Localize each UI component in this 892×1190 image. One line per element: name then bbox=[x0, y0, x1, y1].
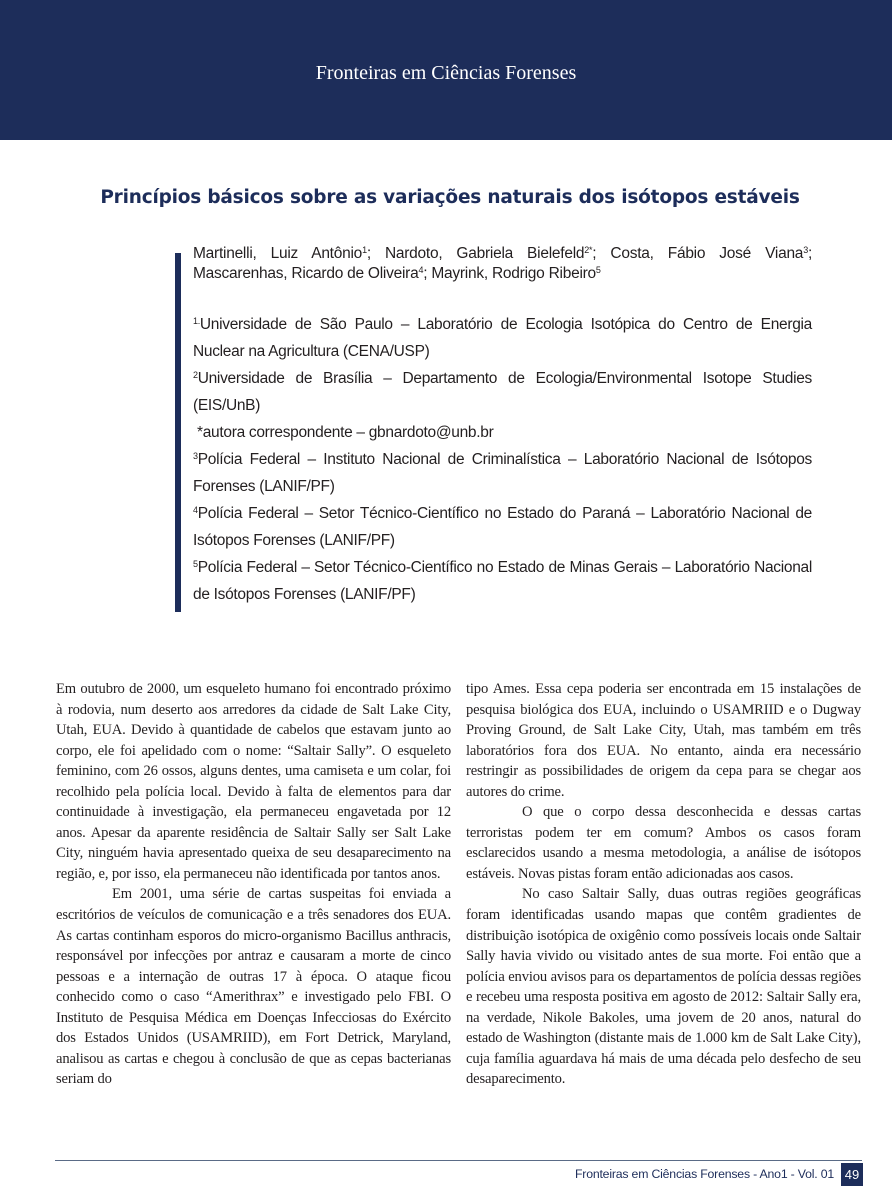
affiliation-item bbox=[193, 365, 812, 419]
affiliation-text: Polícia Federal – Instituto Nacional de Criminalística – Laboratório Nacional de Isótopos Forenses (LANIF/PF) bbox=[193, 451, 812, 495]
author-name: Costa, Fábio José Viana bbox=[610, 245, 804, 262]
affiliation-item bbox=[193, 446, 812, 500]
affiliation-mark: 3 bbox=[193, 451, 198, 461]
author-separator: ; bbox=[423, 265, 432, 282]
authors-affiliations-block bbox=[193, 244, 812, 608]
author-mark: 5 bbox=[595, 265, 601, 275]
body-paragraph: No caso Saltair Sally, duas outras regiões geográficas foram identificadas usando mapas que contêm gradientes de distribuição isotópica de oxigênio como possíveis locais onde Saltair Sally havia vivido ou visitado antes de sua morte. Foi então que a polícia enviou avisos para os departamentos de polícia dessas regiões e recebeu uma resposta positiva em agosto de 2012: Saltair Sally era, na verdade, Nikole Bakoles, uma jovem de 20 anos, natural do estado de Washington (distante mais de 1.000 km de Salt Lake City), cuja família aguardava há mais de uma década pelo desfecho de seu desaparecimento. bbox=[466, 886, 861, 1088]
author-name: Martinelli, Luiz Antônio bbox=[193, 245, 363, 262]
affiliation-text: Polícia Federal – Setor Técnico-Científico no Estado de Minas Gerais – Laboratório Nacional de Isótopos Forenses (LANIF/PF) bbox=[193, 559, 812, 603]
footer-running-title: Fronteiras em Ciências Forenses - Ano1 - Vol. 01 bbox=[574, 1167, 834, 1181]
body-column-right bbox=[466, 679, 861, 1090]
header-band bbox=[0, 0, 892, 140]
author-list bbox=[193, 244, 812, 284]
corresponding-author-note bbox=[193, 419, 812, 446]
body-paragraph: Em 2001, uma série de cartas suspeitas foi enviada a escritórios de veículos de comunicação e a três senadores dos EUA. As cartas continham esporos do micro-organismo Bacillus anthracis, responsável por infecções por antraz e causaram a morte de cinco pessoas e a internação de outras 17 à época. O ataque ficou conhecido como o caso “Amerithrax” e investigado pelo FBI. O Instituto de Pesquisa Médica em Doenças Infecciosas do Exército dos Estados Unidos (USAMRIID), em Fort Detrick, Maryland, analisou as cartas e chegou à conclusão de que as cepas bacterianas seriam do bbox=[56, 886, 451, 1088]
affiliation-mark: 4 bbox=[193, 505, 198, 515]
journal-title: Fronteiras em Ciências Forenses bbox=[315, 62, 577, 84]
author-name: Mascarenhas, Ricardo de Oliveira bbox=[193, 265, 419, 282]
author-mark: 1 bbox=[362, 245, 367, 255]
affiliation-item bbox=[193, 500, 812, 554]
corresponding-author-text: *autora correspondente – gbnardoto@unb.br bbox=[193, 424, 494, 441]
author-name: Mayrink, Rodrigo Ribeiro bbox=[431, 265, 596, 282]
author-separator: ; bbox=[366, 245, 385, 262]
affiliation-list bbox=[193, 311, 812, 608]
affiliation-item bbox=[193, 554, 812, 608]
body-column-left bbox=[56, 679, 451, 1090]
affiliation-item bbox=[193, 311, 812, 365]
author-mark: 2* bbox=[584, 245, 593, 255]
footer-divider bbox=[55, 1160, 862, 1161]
affiliation-mark: 2 bbox=[193, 370, 198, 380]
author-name: Nardoto, Gabriela Bielefeld bbox=[384, 245, 585, 262]
page-number: 49 bbox=[841, 1163, 863, 1186]
author-mark: 3 bbox=[803, 245, 808, 255]
body-paragraph: Em outubro de 2000, um esqueleto humano foi encontrado próximo à rodovia, num deserto aos arredores da cidade de Salt Lake City, Utah, EUA. Devido à quantidade de cabelos que estavam junto ao corpo, ele foi apelidado com o nome: “Saltair Sally”. O esqueleto feminino, com 26 ossos, alguns dentes, uma camiseta e um colar, foi recolhido pela polícia local. Devido à falta de elementos para dar continuidade à investigação, ela permaneceu engavetada por 12 anos. Apesar da aparente residência de Saltair Sally ser Salt Lake City, ninguém havia apresentado queixa de seu desaparecimento na região, e, por isso, ela permaneceu não identificada por tantos anos. bbox=[56, 681, 451, 882]
affiliation-text: Universidade de São Paulo – Laboratório de Ecologia Isotópica do Centro de Energia Nuclear na Agricultura (CENA/USP) bbox=[193, 316, 812, 360]
author-separator: ; bbox=[592, 245, 611, 262]
body-paragraph: O que o corpo dessa desconhecida e dessas cartas terroristas podem ter em comum? Ambos os casos foram esclarecidos usando a mesma metodologia, a análise de isótopos estáveis. Novas pistas foram então adicionadas aos casos. bbox=[466, 804, 861, 882]
affiliation-text: Universidade de Brasília – Departamento de Ecologia/Environmental Isotope Studies (EIS/UnB) bbox=[193, 370, 812, 414]
affiliation-mark: 1. bbox=[193, 316, 200, 326]
decorative-side-bar bbox=[175, 253, 181, 612]
article-title: Princípios básicos sobre as variações naturais dos isótopos estáveis bbox=[100, 187, 800, 208]
body-paragraph: tipo Ames. Essa cepa poderia ser encontrada em 15 instalações de pesquisa biológica dos EUA, incluindo o USAMRIID e o Dugway Proving Ground, de Salt Lake City, Utah, mas também em três laboratórios fora dos EUA. No entanto, ainda era necessário restringir as possibilidades de origem da cepa para se chegar aos autores do crime. bbox=[466, 681, 861, 800]
author-mark: 4 bbox=[418, 265, 424, 275]
affiliation-text: Polícia Federal – Setor Técnico-Científico no Estado do Paraná – Laboratório Nacional de Isótopos Forenses (LANIF/PF) bbox=[193, 505, 812, 549]
affiliation-mark: 5 bbox=[193, 559, 198, 569]
author-separator: ; bbox=[807, 245, 813, 262]
